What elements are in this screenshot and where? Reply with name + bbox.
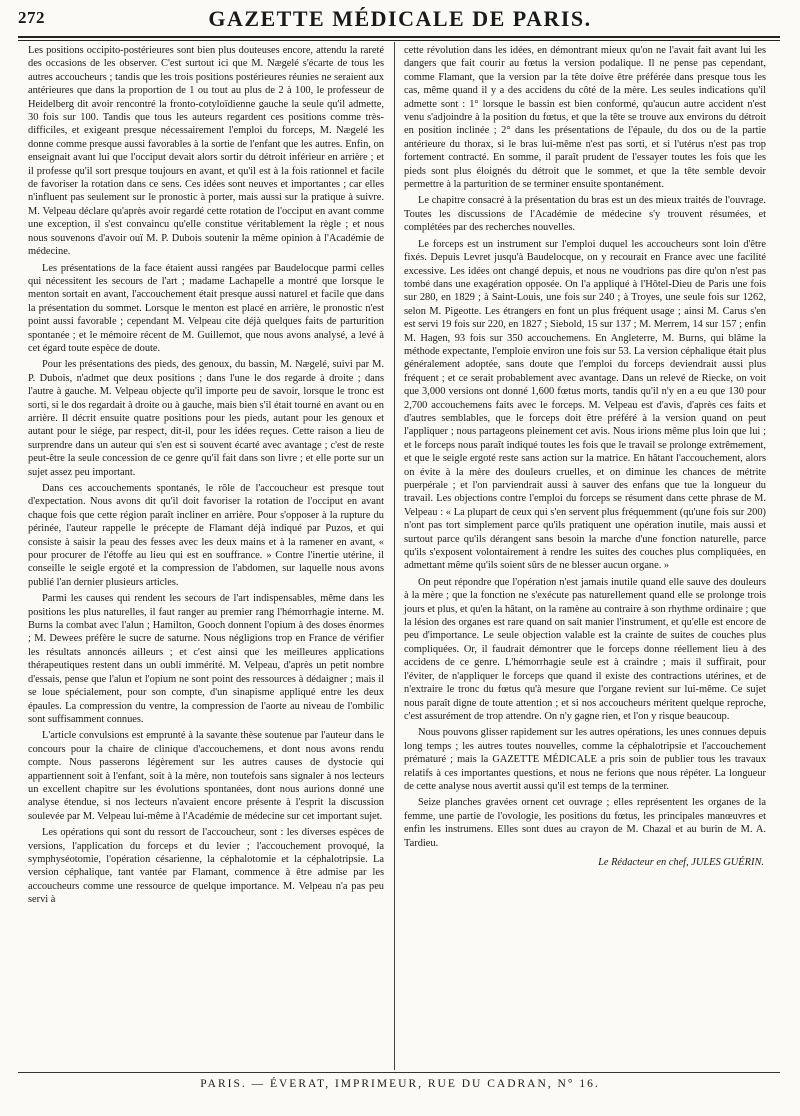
- paragraph: Parmi les causes qui rendent les secours de l'art indispensables, même dans les positions les plus naturelles, il faut ranger au premier rang l'hémorrhagie interne. M. Burns la combat avec l'alun ; Hamilton, Gooch donnent l'opium à des doses énormes ; M. Dewees préfère le sucre de saturne. Nous négligions trop en France de vérifier les résultats annoncés ailleurs ; et c'est ainsi que les meilleures applications thérapeutiques restent dans un oubli immérité. M. Velpeau, d'après un petit nombre d'essais, pense que l'alun et l'opium ne sont point des ressources à dédaigner ; mais il se loue spécialement, pour son compte, d'un sinapisme appliqué entre les deux épaules. La compression du ventre, la compression de l'aorte au niveau de l'ombilic sont suffisamment connues.: [28, 593, 384, 725]
- editor-signature: Le Rédacteur en chef, JULES GUÉRIN.: [598, 856, 764, 868]
- left-column: [28, 44, 384, 910]
- masthead-title: GAZETTE MÉDICALE DE PARIS.: [208, 6, 592, 31]
- paragraph: Les opérations qui sont du ressort de l'accoucheur, sont : les diverses espèces de versions, l'application du forceps et du levier ; l'accouchement provoqué, la symphyséotomie, l'opération césarienne, la céphalotomie et la céphalotripsie. La version céphalique, tant vantée par Flamant, commence à être admise par les accoucheurs comme une ressource de quelque importance. M. Velpeau n'a pas peu servi à: [28, 827, 384, 906]
- masthead-rule: [18, 36, 780, 38]
- printer-footer: PARIS. — ÉVERAT, IMPRIMEUR, RUE DU CADRAN, N° 16.: [200, 1078, 600, 1090]
- footer-rule: [18, 1072, 780, 1073]
- masthead-rule-thin: [18, 40, 780, 41]
- paragraph: Les présentations de la face étaient aussi rangées par Baudelocque parmi celles qui nécessitent les secours de l'art ; madame Lachapelle a montré que lorsque le menton sortait en avant, l'accouchement était presque aussi naturel et facile que dans la présentation du sommet. Lorsque le menton est placé en arrière, le pronostic n'est point aussi favorable ; cependant M. Velpeau cite déjà quelques faits de parturition spontanée ; et le mémoire récent de M. Guillemot, que nous avons analysé, a levé à cet égard toute espèce de doute.: [28, 262, 384, 354]
- paragraph: Les positions occipito-postérieures sont bien plus douteuses encore, attendu la rareté des occasions de les observer. C'est surtout ici que M. Nægelé s'écarte de tous les autres accoucheurs ; tandis que les trois positions postérieures réunies ne seraient aux antérieures que dans la proportion de 1 ou tout au plus de 2 à 100, le professeur de Heidelberg dit avoir rencontré la fronto-cotyloïdienne gauche la seule qu'il admette, 30 fois sur 100. Tandis que tous les auteurs regardent ces positions comme très-difficiles, et exigeant presque nécessairement l'emploi du forceps, M. Nægelé les donne comme presque aussi favorables à la sortie de l'enfant que les autres. Enfin, on enseignait avant lui que l'occiput devait alors sortir du détroit inférieur en arrière ; et il professe qu'il sort presque toujours en avant, et qu'il est à la fois rationnel et facile de favoriser la rotation dans ce sens. Ces idées sont neuves et importantes ; car elles n'influent pas seulement sur le pronostic à porter, mais aussi sur la pratique à suivre. M. Velpeau déclare qu'après avoir regardé cette rotation de l'occiput en avant comme une exception, il s'est convaincu qu'elle constitue véritablement la règle ; et nous nous souvenons d'avoir ouï M. P. Dubois soutenir la même opinion à l'Académie de médecine.: [28, 45, 384, 258]
- right-column: [404, 44, 766, 869]
- paragraph: Le chapitre consacré à la présentation du bras est un des mieux traités de l'ouvrage. Toutes les discussions de l'Académie de médecine s'y trouvent résumées, et complétées par des recherches nouvelles.: [404, 195, 766, 234]
- paragraph: Seize planches gravées ornent cet ouvrage ; elles représentent les organes de la femme, une partie de l'ovologie, les positions du fœtus, les principales manœuvres et enfin les instrumens. Elles sont dues au crayon de M. Chazal et au burin de M. A. Tardieu.: [404, 797, 766, 849]
- paragraph: L'article convulsions est emprunté à la savante thèse soutenue par l'auteur dans le concours pour la chaire de clinique d'accouchemens, et dont nous avons rendu compte. Nous passerons légèrement sur les autres causes de dystocie qui appartiennent soit à l'enfant, soit à la mère, non toutefois sans signaler à nos lecteurs un excellent chapitre sur les évolutions spontanées, dont nous aurions donné une analyse étendue, si nos lecteurs n'avaient encore présente à l'esprit la discussion soulevée par M. Velpeau lui-même à l'Académie de médecine sur cet important sujet.: [28, 730, 384, 822]
- paragraph: Dans ces accouchements spontanés, le rôle de l'accoucheur est presque tout d'expectation. Nous avons dit qu'il doit favoriser la rotation de l'occiput en avant chaque fois que cette région paraît incliner en arrière. Pour s'opposer à la rupture du périnée, l'auteur rappelle le précepte de Flamant déjà indiqué par Puzos, et qui consiste à saisir la peau des fesses avec les deux mains et à la ramener en avant, « pour procurer de l'étoffe au lieu qui est en souffrance. » Contre l'inertie utérine, il conseille le seigle ergoté et la compression de l'abdomen, sur laquelle nous avons publié l'an dernier plusieurs articles.: [28, 483, 384, 588]
- column-separator: [394, 42, 395, 1070]
- paragraph: Le forceps est un instrument sur l'emploi duquel les accoucheurs sont loin d'être fixés. Depuis Levret jusqu'à Baudelocque, on y recourait en France avec une facilité excessive. Les idées ont changé depuis, et nous ne voudrions pas dire qu'on n'est pas tombé dans une exagération opposée. On l'a appliqué à l'Hôtel-Dieu de Paris une fois sur 280, en 1829 ; à Saint-Louis, une fois sur 240 ; à Troyes, une seule fois sur 1262, selon M. Pigeotte. Les étrangers en font un plus fréquent usage ; ainsi M. Carus s'en est servi 19 fois sur 220, en 1827 ; Siebold, 15 sur 137 ; M. Merrem, 14 sur 157 ; enfin M. Hagen, 93 fois sur 350 accouchemens. En Angleterre, M. Burns, qui blâme la méthode expectante, l'emploie environ une fois sur 53. La version céphalique était plus généralement adoptée, sans doute que l'emploi du forceps deviendrait aussi plus fréquent ; et ce serait probablement avec avantage. Dans un relevé de Riecke, on voit que 3,000 versions ont donné 1,600 fœtus morts, tandis qu'il n'y en a eu que 130 pour 2,700 accouchemens faits avec le forceps. M. Velpeau est d'avis, d'après ces faits et d'autres semblables, que le forceps doit être préféré à la version quand on peut l'appliquer ; nous partageons pleinement cet avis. Nous irions même plus loin que lui ; et le forceps nous paraît indiqué toutes les fois que le travail se prolonge extrêmement, et que le seigle ergoté reste sans action sur la matrice. En hâtant l'accouchement, alors on évite à la mère des douleurs cruelles, et on diminue les chances de métrite puerpérale ; et l'on parviendrait aussi à sauver des enfans que tue la longueur du travail. Les objections contre l'emploi du forceps se résument dans cette phrase de M. Velpeau : « La plupart de ceux qui s'en servent plus fréquemment (qu'une fois sur 200) n'ont pas tort simplement parce qu'ils pratiquent une opération inutile, mais aussi et surtout parce qu'ils dérangent sans besoin la marche d'une fonction naturelle, parce qu'ils s'exposent volontairement à rendre les suites des couches plus compliquées, en admettant même qu'ils soient sûrs de ne blesser aucun organe. »: [404, 238, 766, 572]
- paragraph: On peut répondre que l'opération n'est jamais inutile quand elle sauve des douleurs à la mère ; que la fonction ne s'exécute pas naturellement quand elle se prolonge trois jours et plus, et qu'en la hâtant, on la ramène au contraire à son rhythme ordinaire ; que la lésion des organes est rare quand on sait manier l'instrument, et qu'elle est encore de peu d'importance. Le seule objection valable est la crainte de suites de couches plus compliquées. Or, il faudrait démontrer que le forceps donne réellement lieu à des accidens de ce genre. L'hémorrhagie seule est à craindre ; mais il suffirait, pour l'éviter, de n'appliquer le forceps que quand il existe des contractions utérines, et de n'extraire le tronc du fœtus qu'à mesure que l'organe revient sur lui-même. Ce sujet nous paraît digne de toute attention ; et si nos accoucheurs méritent quelque reproche, c'est assurément de trop attendre. On n'y gagne rien, et l'on y risque beaucoup.: [404, 576, 766, 722]
- paragraph: Pour les présentations des pieds, des genoux, du bassin, M. Nægelé, suivi par M. P. Dubois, n'admet que deux positions ; dans l'une le dos regarde à droite ; dans l'autre à gauche. M. Velpeau objecte qu'il importe peu de savoir, lorsque le tronc est sorti, si le dos regardait à droite ou à gauche, mais bien s'il était tourné en avant ou en arrière. Il décrit ensuite quatre positions pour les pieds, autant pour les genoux et autant pour le siége, par respect, dit-il, pour les idées reçues. Cette raison a lieu de surprendre dans un auteur qui s'en est si souvent écarté avec avantage ; c'est de reste peut-être la seule concession de ce genre qu'il fait dans son livre ; et elle porte sur un sujet assez peu important.: [28, 359, 384, 478]
- paragraph: Nous pouvons glisser rapidement sur les autres opérations, les unes connues depuis long temps ; les autres toutes nouvelles, comme la céphalotripsie et l'accouchement prématuré ; mais la GAZETTE MÉDICALE a pris soin de publier tous les travaux relatifs à ces importantes questions, et nous ne ferions que nous répéter. La longueur de cette analyse nous avertit aussi qu'il est temps de la terminer.: [404, 727, 766, 792]
- paragraph: cette révolution dans les idées, en démontrant mieux qu'on ne l'avait fait avant lui les dangers que fait courir au fœtus la version podalique. Il ne pense pas cependant, comme Flamant, que la version par la tête doive être préférée dans presque tous les cas, même quand il y a des accidens du côté de la mère. Les seules indications qu'il admette sont : 1° lorsque le bassin est bien conformé, qu'aucun autre accident n'est venu s'adjoindre à la position du fœtus, et que la tête se trouve aux environs du détroit en position inclinée ; 2° dans les présentations de l'épaule, du dos ou de la partie antérieure du thorax, si le bras lui-même n'est pas sorti, et si l'utérus n'est pas trop fortement contracté. En somme, il paraît prudent de l'essayer toutes les fois que les pieds sont plus éloignés du détroit que le sommet, et que la tête semble devoir permettre à la parturition de se terminer ensuite spontanément.: [404, 45, 766, 191]
- page-number: 272: [18, 8, 45, 27]
